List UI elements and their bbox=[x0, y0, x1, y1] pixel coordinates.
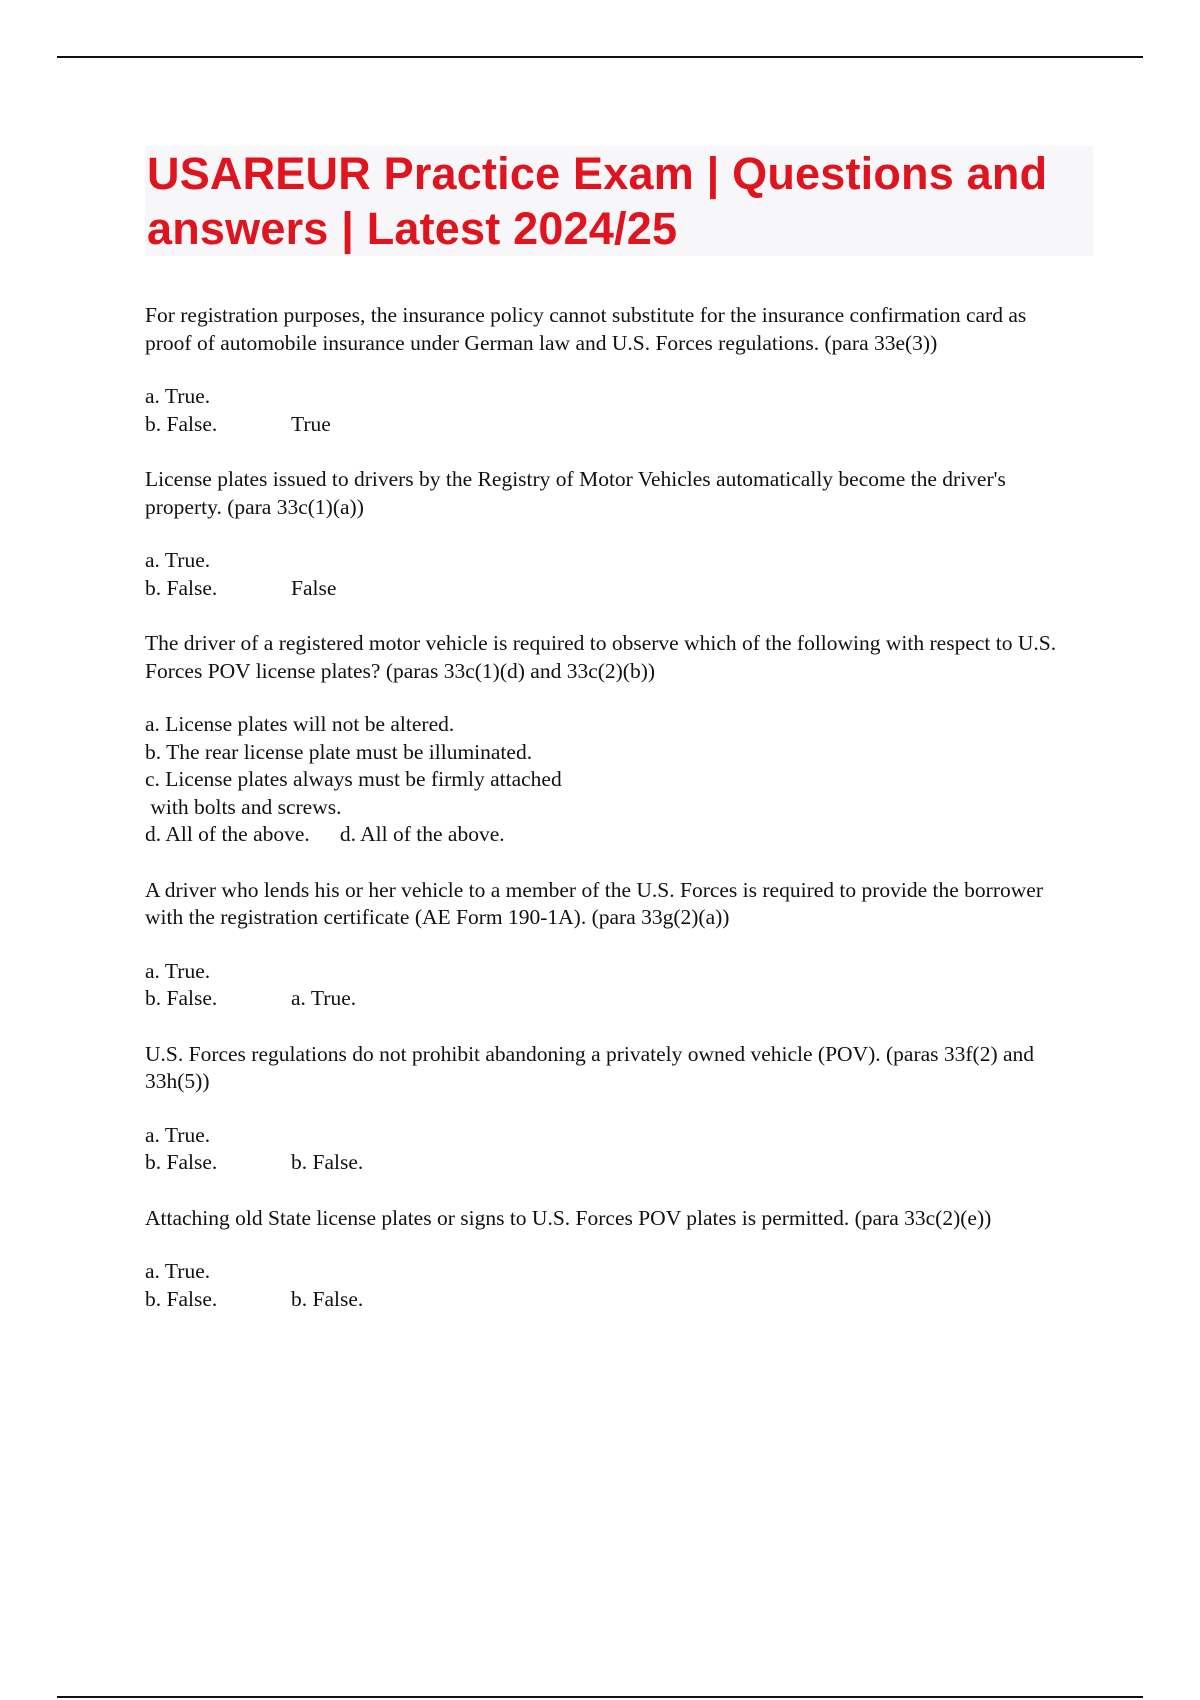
question-text: License plates issued to drivers by the Registry of Motor Vehicles automatically become the driver's property. (para 33c(1)(a)) bbox=[145, 467, 1006, 519]
question-text: For registration purposes, the insurance policy cannot substitute for the insurance confirmation card as proof of automobile insurance under German law and U.S. Forces regulations. (para 33e(3)) bbox=[145, 303, 1027, 355]
answer-text: d. All of the above. bbox=[339, 822, 505, 846]
option-c: c. License plates always must be firmly attached bbox=[145, 767, 562, 791]
document-title: USAREUR Practice Exam | Questions and answers | Latest 2024/25 bbox=[147, 148, 1048, 254]
options-list bbox=[145, 958, 1075, 1013]
answer-text: False bbox=[291, 575, 337, 600]
option-b: b. False. b. False. bbox=[145, 1286, 1075, 1314]
options-list bbox=[145, 1122, 1075, 1177]
title-banner bbox=[145, 146, 1093, 256]
question-text: Attaching old State license plates or signs to U.S. Forces POV plates is permitted. (para 33c(2)(e)) bbox=[145, 1205, 992, 1230]
question-4 bbox=[145, 877, 1075, 1013]
option-d: d. All of the above. d. All of the above. bbox=[145, 821, 1075, 849]
options-list bbox=[145, 1258, 1075, 1313]
answer-text: True bbox=[291, 411, 331, 436]
option-a: a. True. bbox=[145, 1122, 211, 1147]
option-a: a. True. bbox=[145, 548, 211, 572]
question-text: The driver of a registered motor vehicle is required to observe which of the following with respect to U.S. Forces POV license plates? (paras 33c(1)(d) and 33c(2)(b)) bbox=[145, 631, 1057, 683]
option-a: a. True. bbox=[145, 958, 211, 983]
question-text: A driver who lends his or her vehicle to a member of the U.S. Forces is required to provide the borrower with the registration certificate (AE Form 190-1A). (para 33g(2)(a)) bbox=[145, 877, 1043, 929]
answer-text: a. True. bbox=[291, 986, 357, 1010]
option-a: a. True. bbox=[145, 384, 211, 408]
question-3 bbox=[145, 630, 1075, 849]
options-list bbox=[145, 711, 1075, 849]
question-6 bbox=[145, 1205, 1075, 1314]
options-list bbox=[145, 383, 1075, 438]
option-c-continued: with bolts and screws. bbox=[145, 794, 342, 819]
answer-text: b. False. bbox=[291, 1286, 364, 1311]
question-1 bbox=[145, 302, 1075, 438]
top-rule bbox=[57, 56, 1143, 58]
question-list bbox=[145, 302, 1075, 1341]
option-b: b. False. True bbox=[145, 411, 1075, 439]
answer-text: b. False. bbox=[291, 1150, 364, 1174]
question-2 bbox=[145, 466, 1075, 602]
question-5 bbox=[145, 1041, 1075, 1177]
option-b: b. False. b. False. bbox=[145, 1149, 1075, 1177]
option-b: b. False. False bbox=[145, 575, 1075, 603]
option-a: a. License plates will not be altered. bbox=[145, 712, 455, 736]
option-a: a. True. bbox=[145, 1259, 211, 1283]
option-b: b. The rear license plate must be illuminated. bbox=[145, 739, 533, 764]
bottom-rule bbox=[57, 1696, 1143, 1698]
question-text: U.S. Forces regulations do not prohibit abandoning a privately owned vehicle (POV). (paras 33f(2) and 33h(5)) bbox=[145, 1041, 1035, 1093]
option-b: b. False. a. True. bbox=[145, 985, 1075, 1013]
options-list bbox=[145, 547, 1075, 602]
